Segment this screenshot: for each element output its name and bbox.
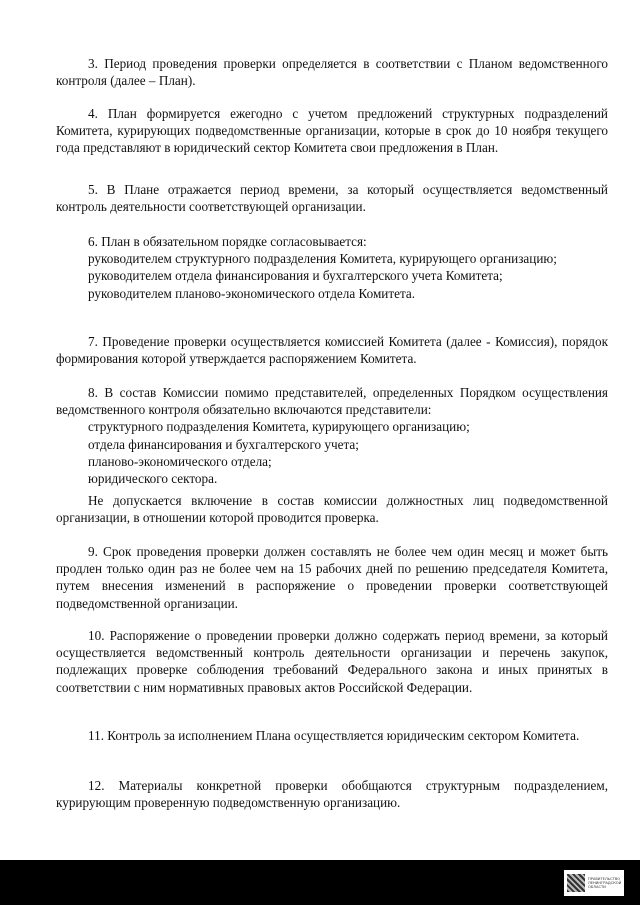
stamp-text: ПРАВИТЕЛЬСТВО ЛЕНИНГРАДСКОЙ ОБЛАСТИ — [588, 876, 622, 890]
paragraph-6 — [56, 233, 608, 302]
paragraph-9: 9. Срок проведения проверки должен составлять не более чем один месяц и может быть продлен только один раз не более чем на 15 рабочих дней по решению председателя Комитета, путем внесения изменений в распоряжение о проведении проверки соответствующей подведомственной организации. — [56, 544, 608, 611]
paragraph-6-item-2: руководителем отдела финансирования и бухгалтерского учета Комитета; — [88, 268, 503, 284]
paragraph-12: 12. Материалы конкретной проверки обобщаются структурным подразделением, курирующим проверенную подведомственную организацию. — [56, 778, 608, 811]
paragraph-6-item-3: руководителем планово-экономического отдела Комитета. — [88, 285, 416, 301]
paragraph-10: 10. Распоряжение о проведении проверки должно содержать период времени, за который осуществляется ведомственный контроль деятельности организации и перечень закупок, подлежащих проверке соблюдения требований Федерального закона и иных принятых в соответствии с ним нормативных правовых актов Российской Федерации. — [56, 628, 608, 695]
paragraph-8-item-4: юридического сектора. — [88, 471, 218, 487]
paragraph-3: 3. Период проведения проверки определяется в соответствии с Планом ведомственного контроля (далее – План). — [56, 56, 608, 89]
paragraph-8-item-3: планово-экономического отдела; — [88, 453, 272, 469]
document-stamp — [564, 870, 624, 896]
paragraph-7: 7. Проведение проверки осуществляется комиссией Комитета (далее - Комиссия), порядок формирования которой утверждается распоряжением Комитета. — [56, 334, 608, 367]
paragraph-11: 11. Контроль за исполнением Плана осуществляется юридическим сектором Комитета. — [88, 728, 580, 743]
paragraph-6-item-1: руководителем структурного подразделения Комитета, курирующего организацию; — [88, 251, 557, 267]
paragraph-8-note: Не допускается включение в состав комиссии должностных лиц подведомственной организации, в отношении которой проводится проверка. — [56, 493, 608, 526]
paragraph-8-item-2: отдела финансирования и бухгалтерского учета; — [88, 436, 359, 452]
paragraph-8 — [56, 384, 608, 487]
footer-bar — [0, 860, 640, 905]
paragraph-5: 5. В Плане отражается период времени, за который осуществляется ведомственный контроль деятельности соответствующей организации. — [56, 182, 608, 215]
paragraph-8-title: 8. В состав Комиссии помимо представителей, определенных Порядком осуществления ведомственного контроля обязательно включаются представители: — [56, 385, 608, 418]
paragraph-8-item-1: структурного подразделения Комитета, курирующего организацию; — [88, 419, 470, 435]
paragraph-6-title: 6. План в обязательном порядке согласовывается: — [88, 234, 367, 249]
stamp-logo-icon — [567, 874, 585, 892]
paragraph-4: 4. План формируется ежегодно с учетом предложений структурных подразделений Комитета, курирующих подведомственные организации, которые в срок до 10 ноября текущего года представляют в юридический сектор Комитета свои предложения в План. — [56, 106, 608, 156]
